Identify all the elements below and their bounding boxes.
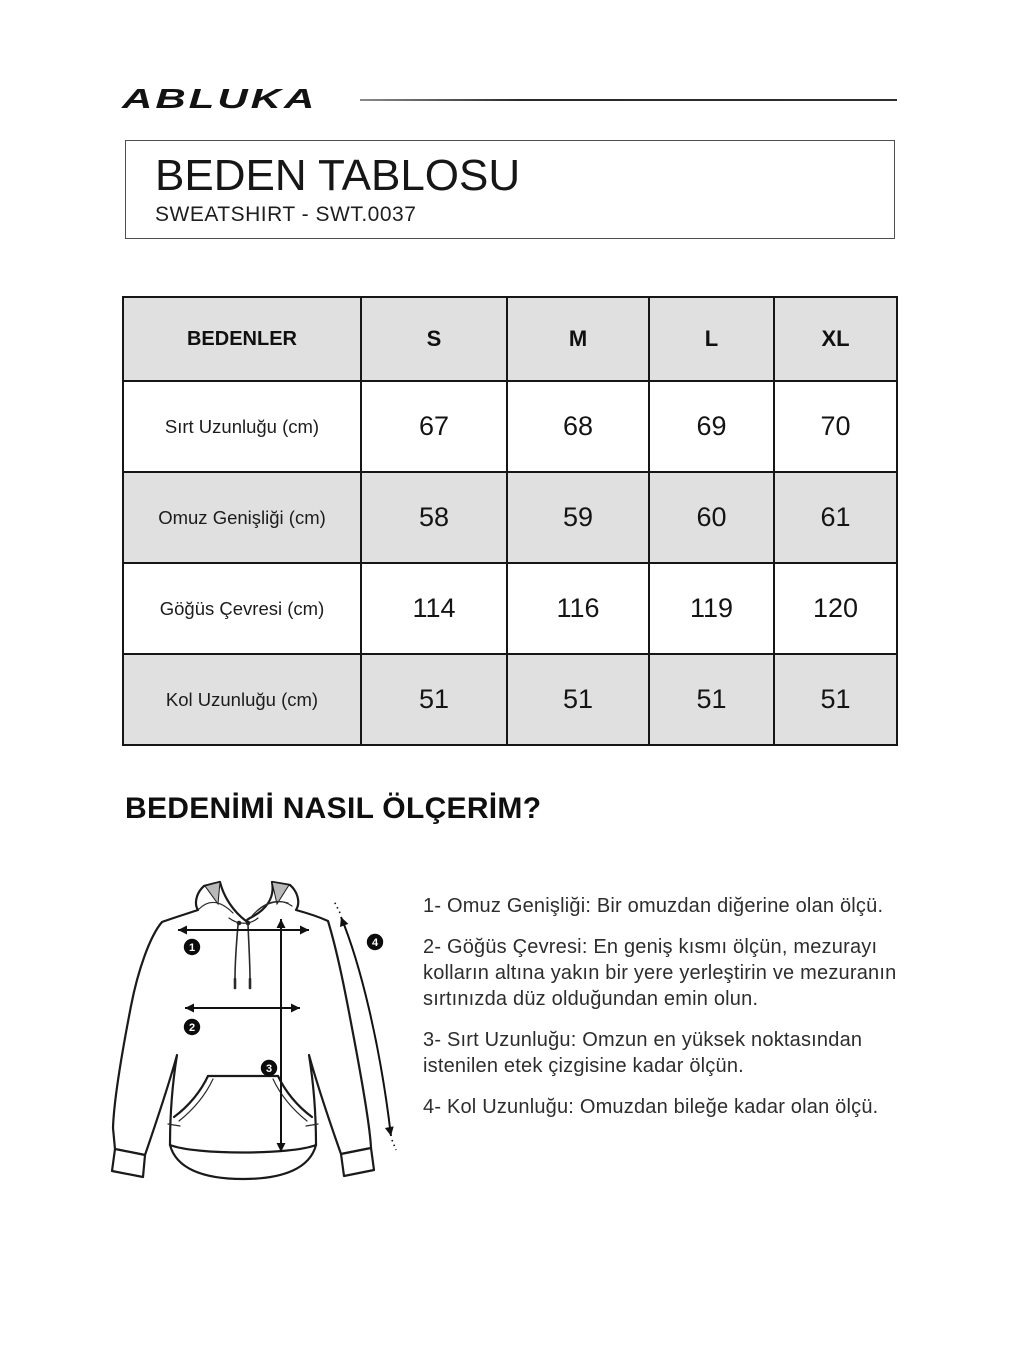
marker-badge-2 <box>184 1019 200 1035</box>
size-table <box>122 296 898 746</box>
column-header-bedenler: BEDENLER <box>123 297 361 381</box>
marker-badge-1 <box>184 939 200 955</box>
cell-value: 116 <box>507 563 649 654</box>
cell-value: 61 <box>774 472 897 563</box>
cell-value: 51 <box>774 654 897 745</box>
how-to-heading: BEDENİMİ NASIL ÖLÇERİM? <box>125 792 542 825</box>
row-label: Kol Uzunluğu (cm) <box>123 654 361 745</box>
instruction-item-1: 1- Omuz Genişliği: Bir omuzdan diğerine olan ölçü. <box>423 895 884 917</box>
table-row-sleeve-length <box>123 654 897 745</box>
table-row-shoulder-width <box>123 472 897 563</box>
hoodie-outline <box>113 882 371 1179</box>
marker-number: 2 <box>188 1022 196 1034</box>
cell-value: 119 <box>649 563 774 654</box>
column-header-m: M <box>507 297 649 381</box>
table-row-back-length <box>123 381 897 472</box>
hoodie-measurement-diagram <box>100 858 420 1188</box>
cell-value: 58 <box>361 472 507 563</box>
cell-value: 68 <box>507 381 649 472</box>
title-box <box>125 140 895 239</box>
right-cuff <box>341 1148 374 1176</box>
row-label: Sırt Uzunluğu (cm) <box>123 381 361 472</box>
brand-logo: ABLUKA <box>122 83 318 114</box>
arrowhead <box>385 1126 394 1136</box>
column-header-l: L <box>649 297 774 381</box>
table-row-chest <box>123 563 897 654</box>
column-header-xl: XL <box>774 297 897 381</box>
column-header-s: S <box>361 297 507 381</box>
marker-badge-4 <box>367 934 383 950</box>
page-subtitle: SWEATSHIRT - SWT.0037 <box>155 203 417 227</box>
marker-number: 3 <box>265 1063 273 1075</box>
sleeve-arrow-dotted-top <box>334 901 340 913</box>
marker-badge-3 <box>261 1060 277 1076</box>
sleeve-arrow-dotted-bottom <box>392 1140 396 1150</box>
row-label: Omuz Genişliği (cm) <box>123 472 361 563</box>
cell-value: 59 <box>507 472 649 563</box>
cell-value: 51 <box>649 654 774 745</box>
cell-value: 120 <box>774 563 897 654</box>
cell-value: 51 <box>507 654 649 745</box>
cell-value: 70 <box>774 381 897 472</box>
marker-number: 1 <box>188 942 196 954</box>
marker-number: 4 <box>371 937 379 949</box>
measurement-instructions <box>423 893 907 1135</box>
instruction-item-4: 4- Kol Uzunluğu: Omuzdan bileğe kadar olan ölçü. <box>423 1096 879 1118</box>
cell-value: 67 <box>361 381 507 472</box>
instruction-item-3: 3- Sırt Uzunluğu: Omzun en yüksek noktasından istenilen etek çizgisine kadar ölçün. <box>423 1029 863 1077</box>
cell-value: 60 <box>649 472 774 563</box>
cell-value: 114 <box>361 563 507 654</box>
instruction-item-2: 2- Göğüs Çevresi: En geniş kısmı ölçün, mezurayı kolların altına yakın bir yere yerleştirin ve mezuranın sırtınızda düz olduğundan emin olun. <box>423 936 897 1010</box>
cell-value: 69 <box>649 381 774 472</box>
left-cuff <box>112 1149 145 1177</box>
size-table-header-row <box>123 297 897 381</box>
page-title: BEDEN TABLOSU <box>155 151 521 200</box>
brand-header <box>122 83 897 115</box>
cell-value: 51 <box>361 654 507 745</box>
row-label: Göğüs Çevresi (cm) <box>123 563 361 654</box>
